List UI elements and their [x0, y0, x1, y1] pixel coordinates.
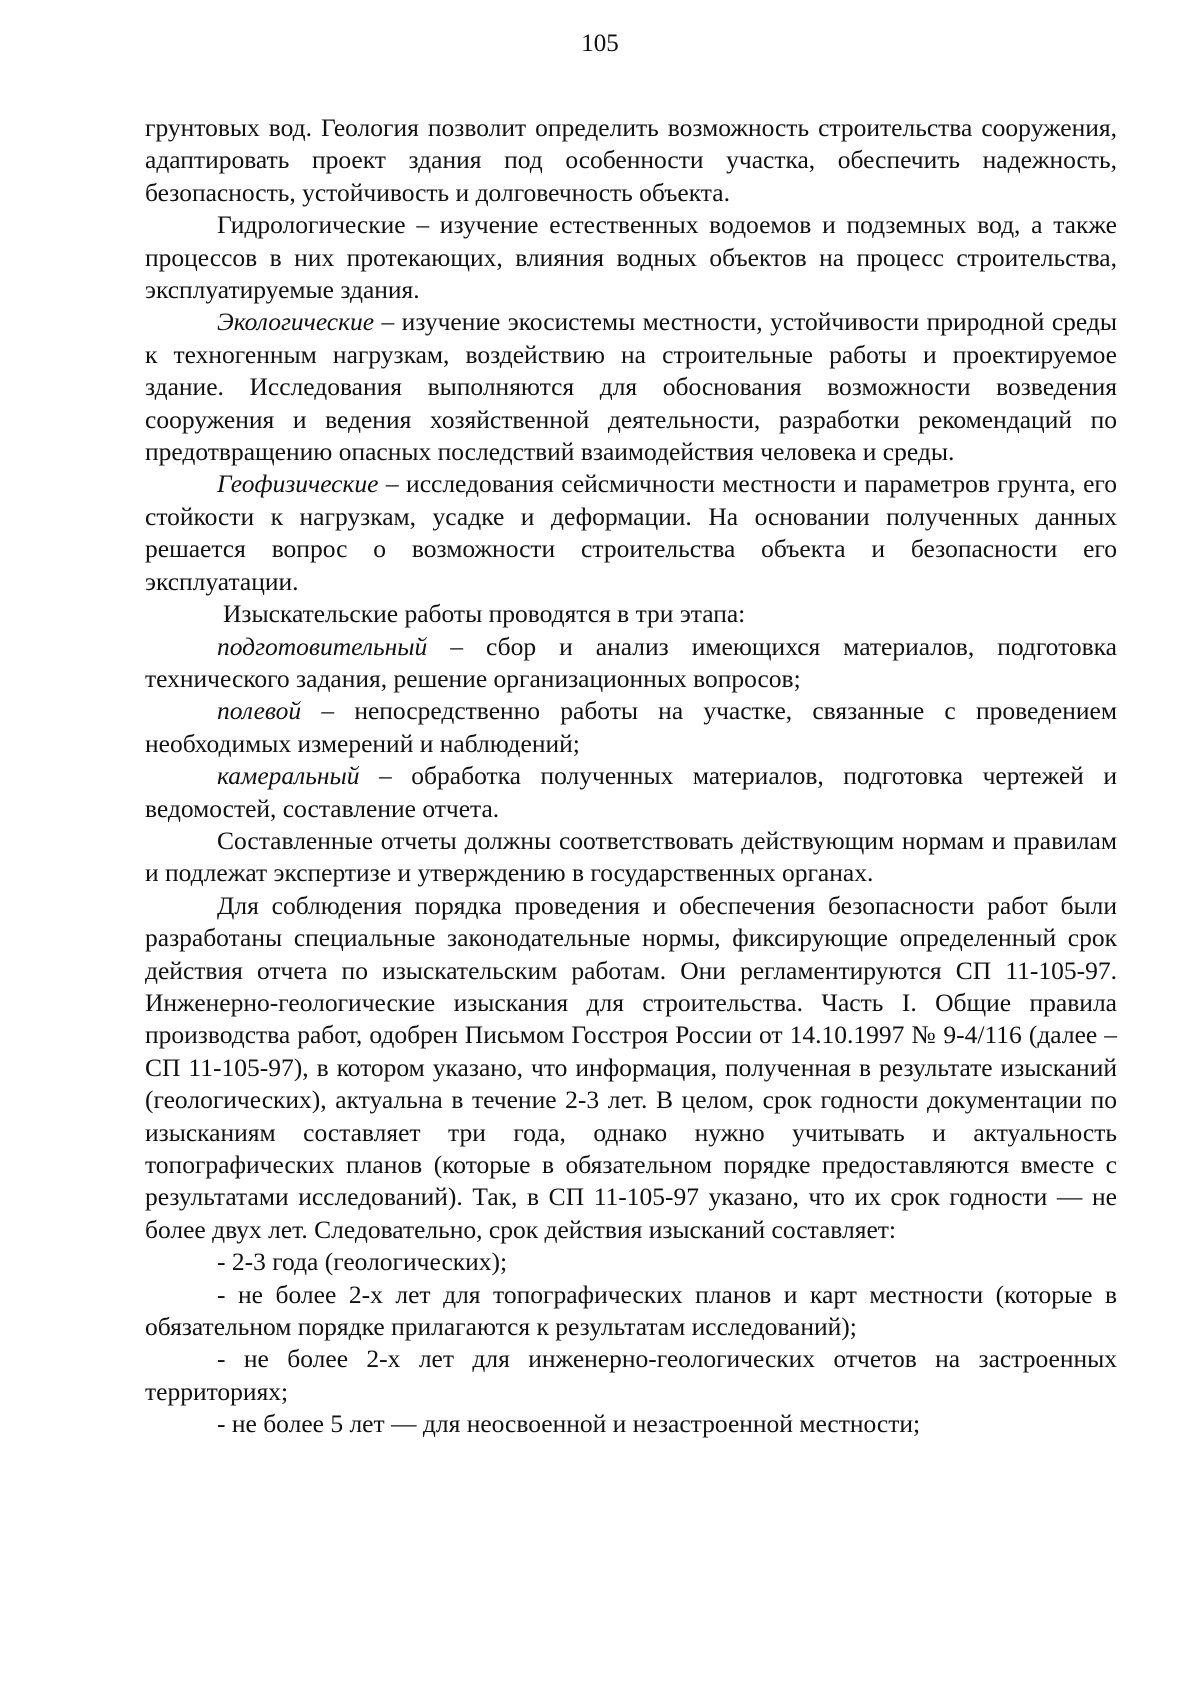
italic-term: полевой: [217, 696, 302, 726]
list-item: - не более 5 лет — для неосвоенной и незастроенной местности;: [217, 1409, 921, 1439]
italic-term: камеральный: [217, 761, 360, 791]
paragraph-text: – непосредственно работы на участке, связанные с проведением необходимых измерений и наблюдений;: [145, 696, 1117, 758]
italic-term: Геофизические: [217, 469, 379, 499]
paragraph: Для соблюдения порядка проведения и обеспечения безопасности работ были разработаны специальные законодательные нормы, фиксирующие определенный срок действия отчета по изыскательским работам. Они регламентируются СП 11-105-97. Инженерно-геологические изыскания для строительства. Часть I. Общие правила производства работ, одобрен Письмом Госстроя России от 14.10.1997 № 9-4/116 (далее – СП 11-105-97), в котором указано, что информация, полученная в результате изысканий (геологических), актуальна в течение 2-3 лет. В целом, срок годности документации по изысканиям составляет три года, однако нужно учитывать и актуальность топографических планов (которые в обязательном порядке предоставляются вместе с результатами исследований). Так, в СП 11-105-97 указано, что их срок годности — не более двух лет. Следовательно, срок действия изысканий составляет:: [145, 890, 1117, 1244]
italic-term: Экологические: [217, 307, 375, 337]
paragraph-text: – сбор и анализ имеющихся материалов, подготовка технического задания, решение организационных вопросов;: [145, 631, 1117, 693]
body-text: [145, 112, 1117, 1441]
paragraph-text: – обработка полученных материалов, подготовка чертежей и ведомостей, составление отчета.: [145, 761, 1117, 823]
paragraph: Изыскательские работы проводятся в три этапа:: [223, 599, 746, 629]
paragraph-text: – изучение экосистемы местности, устойчивости природной среды к техногенным нагрузкам, воздействию на строительные работы и проектируемое здание. Исследования выполняются для обоснования возможности возведения сооружения и ведения хозяйственной деятельности, разработки рекомендаций по предотвращению опасных последствий взаимодействия человека и среды.: [145, 307, 1117, 467]
paragraph: [145, 631, 1117, 696]
paragraph: [145, 760, 1117, 825]
page-number: 105: [581, 30, 619, 57]
paragraph: грунтовых вод. Геология позволит определить возможность строительства сооружения, адаптировать проект здания под особенности участка, обеспечить надежность, безопасность, устойчивость и долговечность объекта.: [145, 113, 1117, 207]
paragraph: Гидрологические – изучение естественных водоемов и подземных вод, а также процессов в них протекающих, влияния водных объектов на процесс строительства, эксплуатируемые здания.: [145, 210, 1117, 305]
paragraph: Составленные отчеты должны соответствовать действующим нормам и правилам и подлежат экспертизе и утверждению в государственных органах.: [145, 825, 1117, 888]
paragraph-text: – исследования сейсмичности местности и параметров грунта, его стойкости к нагрузкам, усадке и деформации. На основании полученных данных решается вопрос о возможности строительства объекта и безопасности его эксплуатации.: [145, 469, 1117, 596]
list-item: - 2-3 года (геологических);: [217, 1247, 508, 1277]
list-item: - не более 2-х лет для инженерно-геологических отчетов на застроенных территориях;: [145, 1344, 1117, 1406]
list-item: - не более 2-х лет для топографических планов и карт местности (которые в обязательном порядке прилагаются к результатам исследований);: [145, 1279, 1117, 1342]
paragraph: [145, 695, 1117, 760]
paragraph: [145, 306, 1117, 468]
paragraph: [145, 468, 1117, 598]
italic-term: подготовительный: [217, 631, 428, 661]
